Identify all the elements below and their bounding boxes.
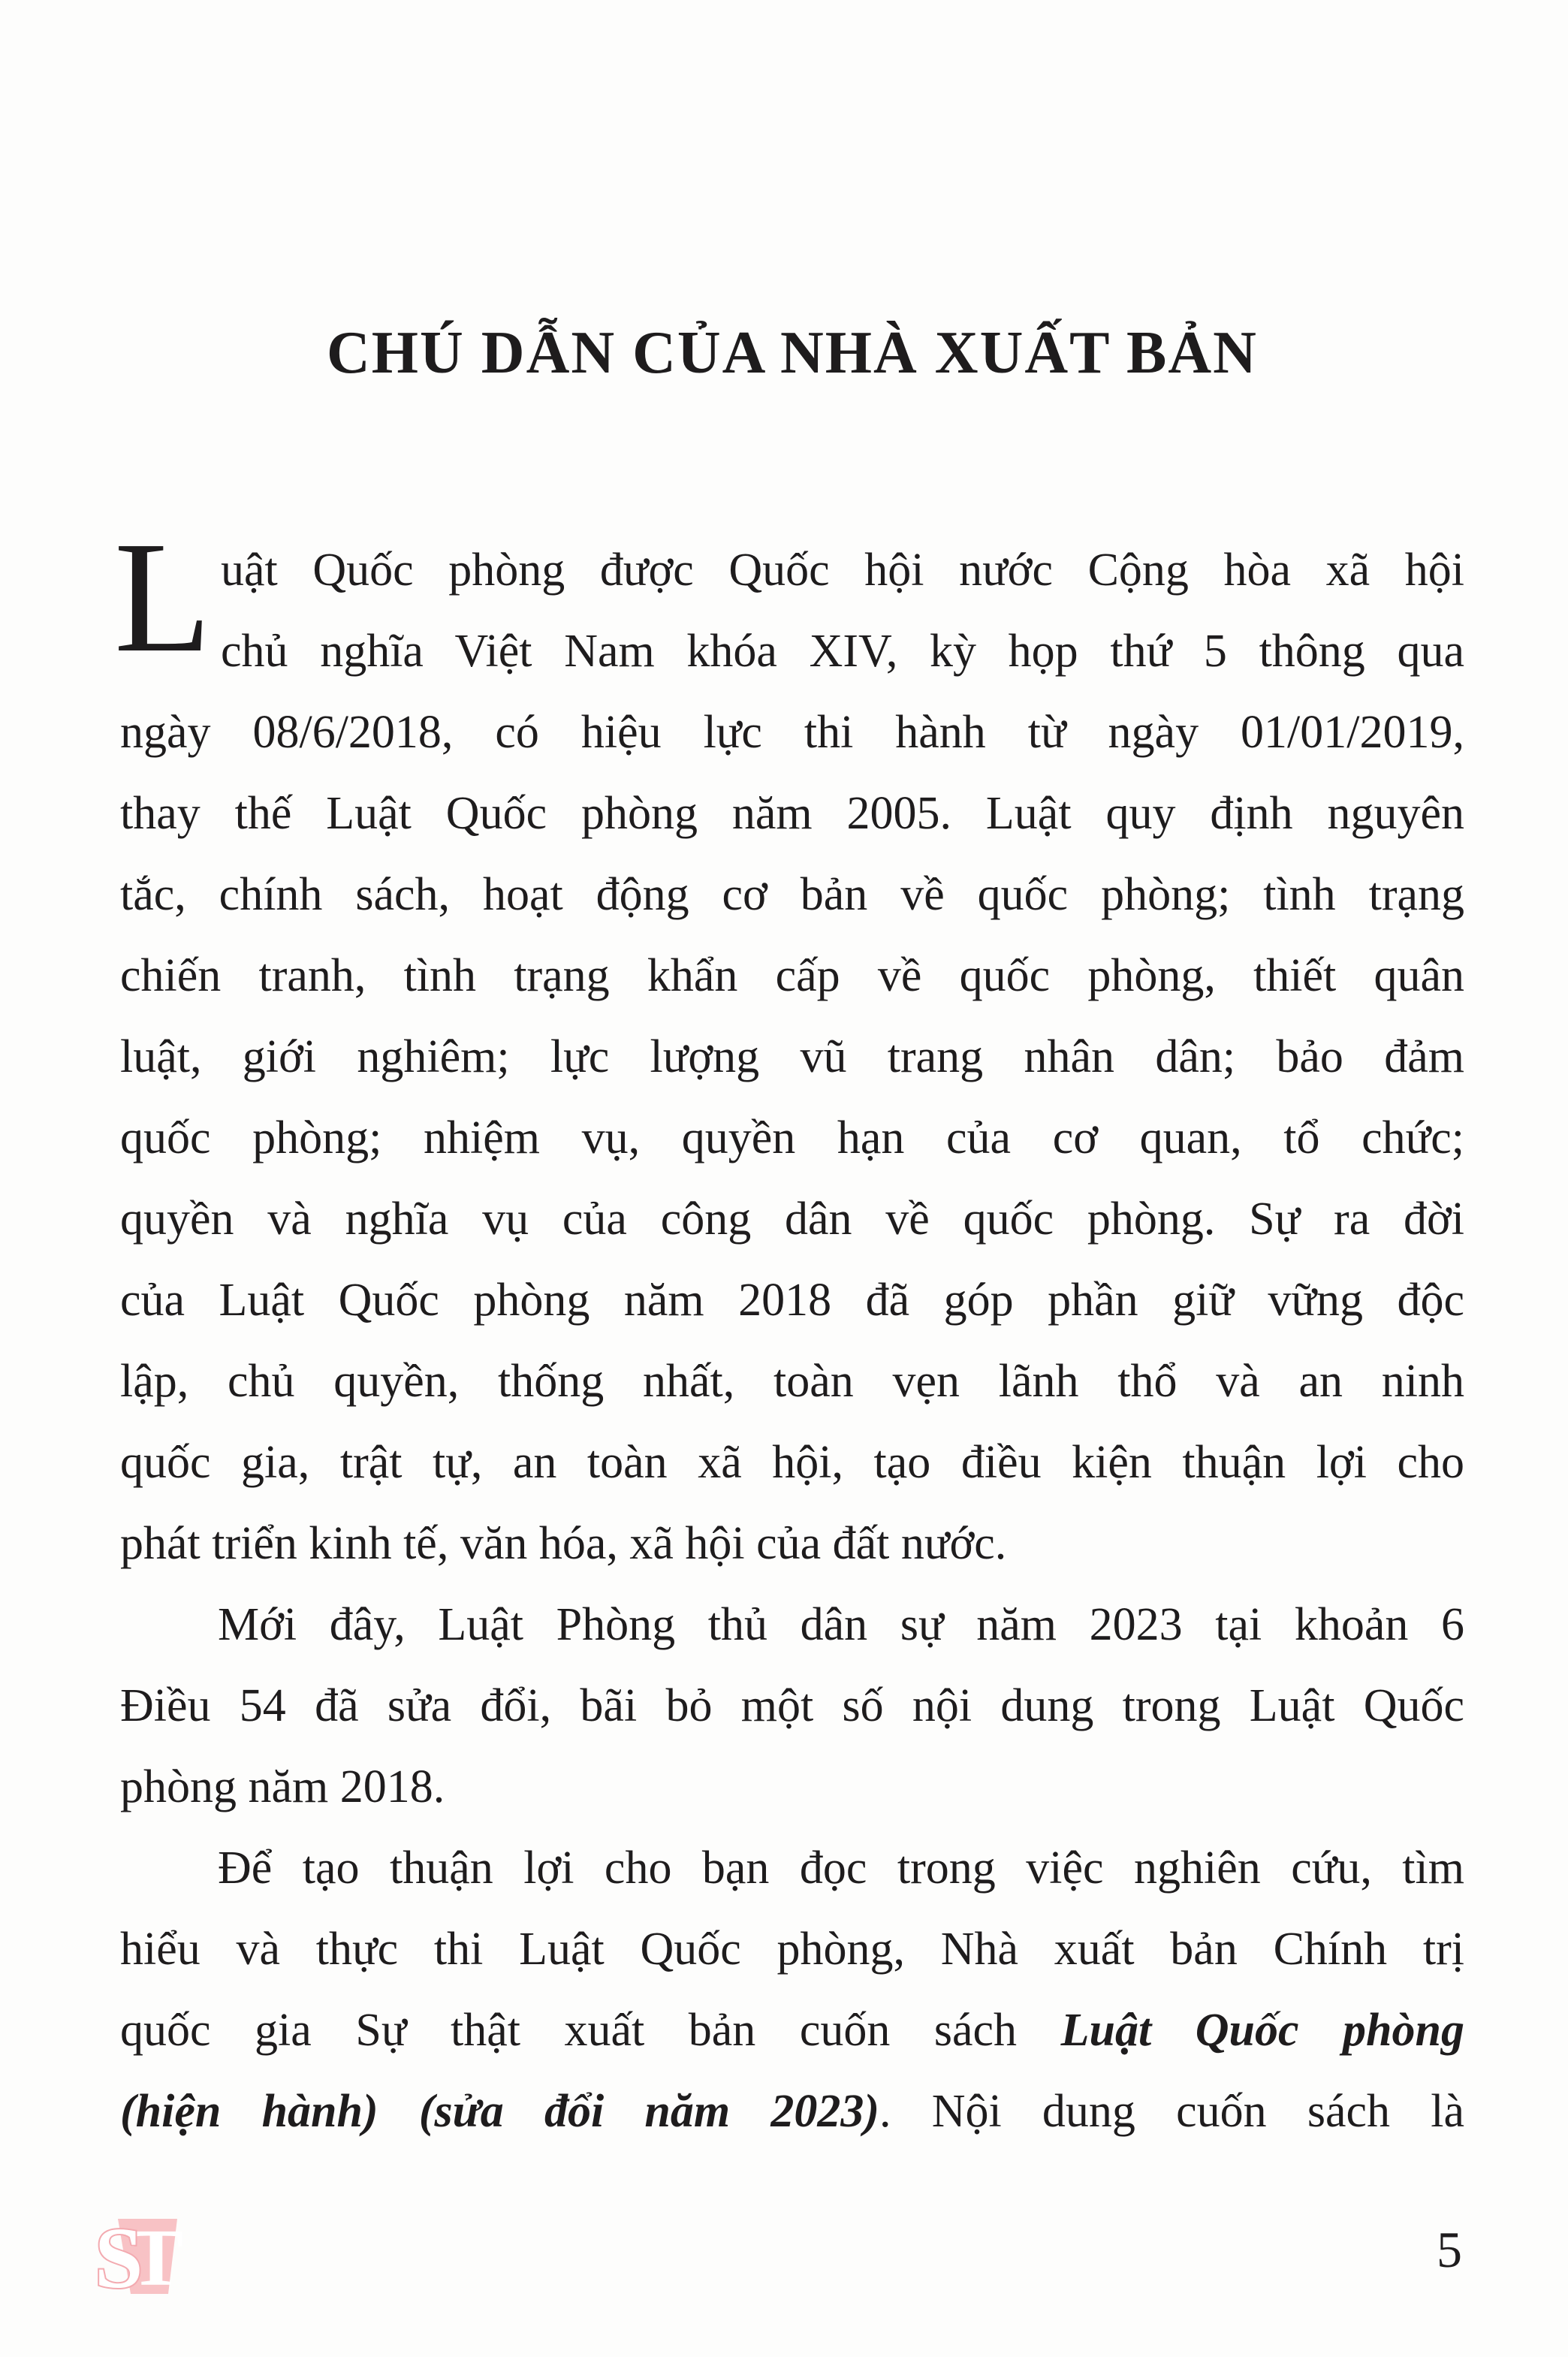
page-title: CHÚ DẪN CỦA NHÀ XUẤT BẢN <box>327 320 1258 386</box>
text-line: phòng năm 2018. <box>120 1761 445 1812</box>
text-line: phát triển kinh tế, văn hóa, xã hội của đất nước. <box>120 1518 1007 1569</box>
text-line: ngày 08/6/2018, có hiệu lực thi hành từ ngày 01/01/2019, <box>120 707 1464 758</box>
paragraph-2 <box>120 1584 1464 1827</box>
text-line: chủ nghĩa Việt Nam khóa XIV, kỳ họp thứ 5 thông qua <box>221 626 1464 677</box>
text-line: Mới đây, Luật Phòng thủ dân sự năm 2023 tại khoản 6 <box>218 1599 1464 1650</box>
logo-letter-s: S <box>98 2213 143 2300</box>
logo-letter-t: T <box>129 2214 183 2300</box>
text-line <box>120 2071 1464 2152</box>
text-run: . Nội dung cuốn sách là <box>879 2086 1464 2137</box>
paragraph-1 <box>120 530 1464 1584</box>
text-line: quốc gia, trật tự, an toàn xã hội, tạo điều kiện thuận lợi cho <box>120 1437 1464 1488</box>
publisher-logo <box>98 2213 183 2300</box>
book-title-emphasis: Luật Quốc phòng <box>1060 2005 1464 2056</box>
text-line: thay thế Luật Quốc phòng năm 2005. Luật quy định nguyên <box>120 788 1464 839</box>
text-line: uật Quốc phòng được Quốc hội nước Cộng hòa xã hội <box>221 545 1464 596</box>
page-number: 5 <box>1437 2221 1462 2278</box>
text-line: Để tạo thuận lợi cho bạn đọc trong việc nghiên cứu, tìm <box>218 1842 1464 1894</box>
drop-cap: L <box>114 509 212 685</box>
text-line: quốc phòng; nhiệm vụ, quyền hạn của cơ quan, tổ chức; <box>120 1112 1464 1163</box>
text-line: của Luật Quốc phòng năm 2018 đã góp phần giữ vững độc <box>120 1275 1464 1326</box>
paragraph-3 <box>120 1827 1464 2152</box>
text-line: chiến tranh, tình trạng khẩn cấp về quốc phòng, thiết quân <box>120 950 1464 1001</box>
text-line: tắc, chính sách, hoạt động cơ bản về quốc phòng; tình trạng <box>120 869 1464 920</box>
text-line: luật, giới nghiêm; lực lượng vũ trang nhân dân; bảo đảm <box>120 1031 1464 1082</box>
book-title-emphasis: (hiện hành) (sửa đổi năm 2023) <box>120 2086 879 2137</box>
text-line: lập, chủ quyền, thống nhất, toàn vẹn lãnh thổ và an ninh <box>120 1356 1464 1407</box>
st-logo-icon <box>98 2213 183 2300</box>
text-line <box>120 1990 1464 2071</box>
body-text <box>114 509 1464 2152</box>
text-run: quốc gia Sự thật xuất bản cuốn sách <box>120 2005 1061 2056</box>
text-line: Điều 54 đã sửa đổi, bãi bỏ một số nội dung trong Luật Quốc <box>120 1680 1464 1731</box>
text-line: hiểu và thực thi Luật Quốc phòng, Nhà xuất bản Chính trị <box>120 1924 1464 1975</box>
text-line: quyền và nghĩa vụ của công dân về quốc phòng. Sự ra đời <box>120 1194 1464 1245</box>
